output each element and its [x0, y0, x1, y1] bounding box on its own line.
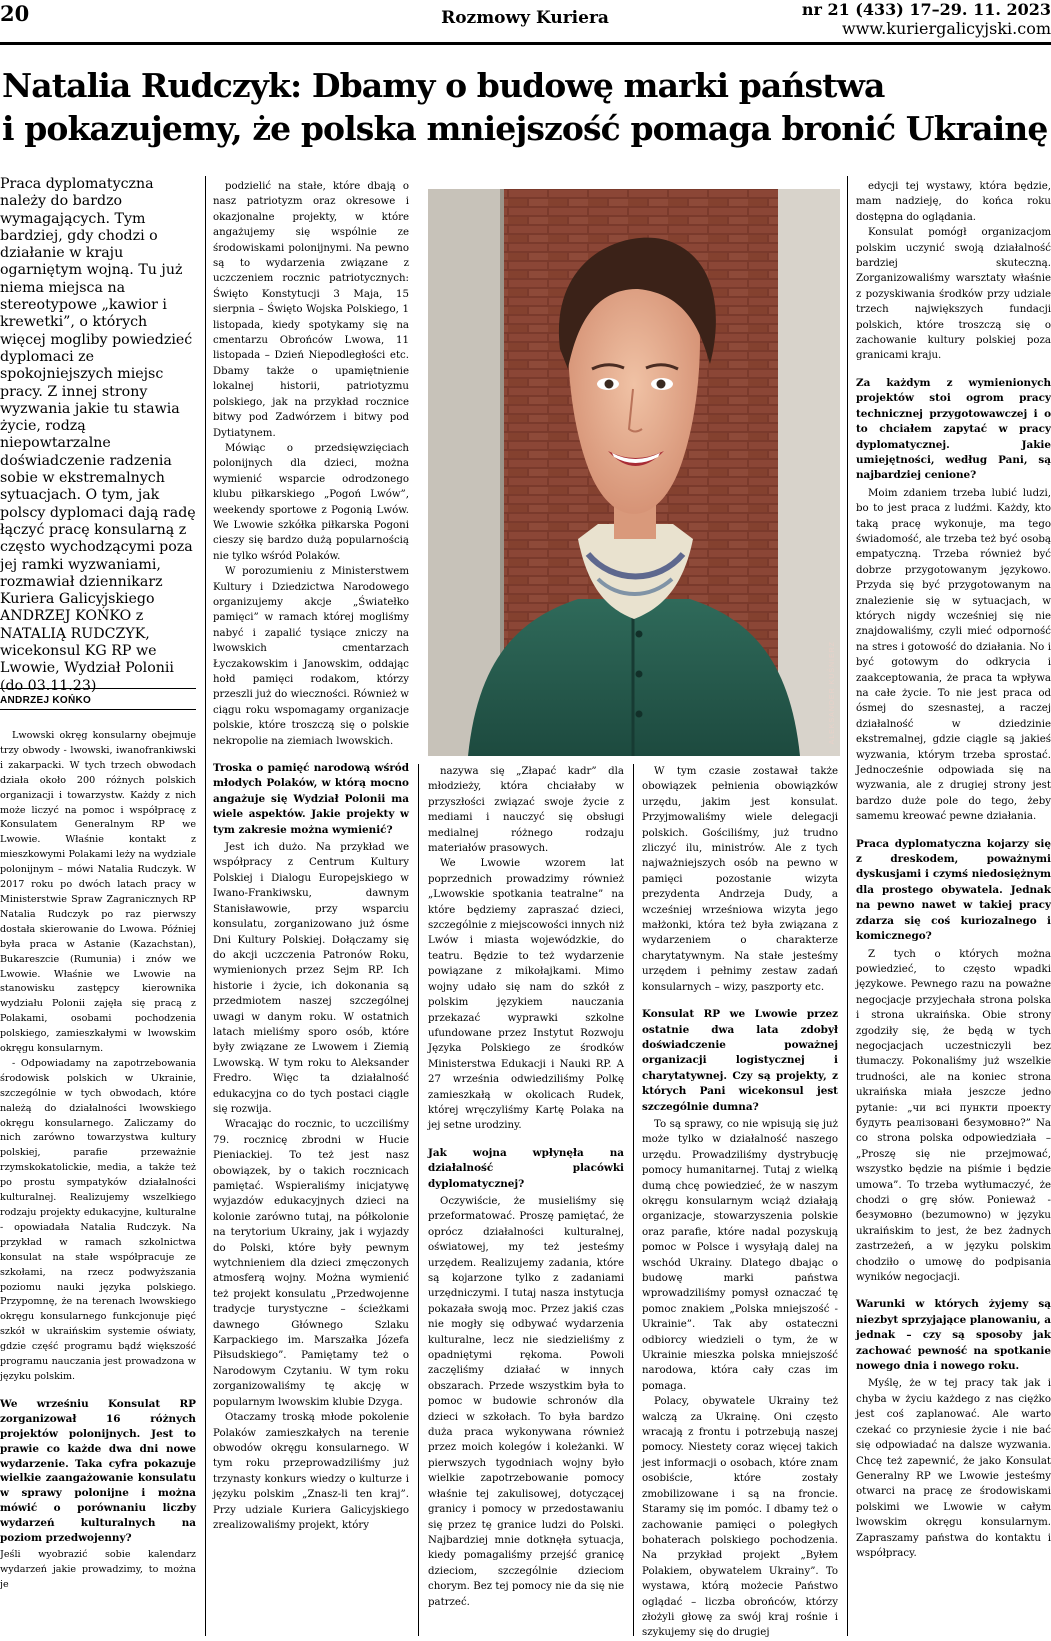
body-paragraph: edycji tej wystawy, która będzie, mam nadzieję, do końca roku dostępna do oglądania.	[856, 181, 1051, 223]
header-rule	[0, 42, 1051, 45]
interview-question: We wrześniu Konsulat RP zorganizował 16 różnych projektów polonijnych. Jest to prawie co każde dwa dni nowe wydarzenie. Taka cyfra pokazuje wielkie zaangażowanie konsulatu w sprawy polonijne i można mówić o porównaniu liczby wydarzeń kulturalnych na poziom przedwojenny?	[0, 1397, 196, 1545]
body-paragraph: Otaczamy troską młode pokolenie Polaków zamieszkałych na terenie obwodów okręgu konsularnego. W tym roku przeprowadziliśmy już trzynasty konkurs wiedzy o kulturze i języku polskim „Znasz-li ten kraj”. Przy udziale Kuriera Galicyjskiego zrealizowaliśmy projekt, który	[213, 1412, 409, 1531]
body-paragraph: We Lwowie wzorem lat poprzednich prowadzimy również „Lwowskie spotkania teatralne” na które będziemy zapraszać dzieci, szczególnie z miejscowości innych niż Lwów i miasta wojewódzkie, do teatru. Będzie to też wydarzenie powiązane z mikołajkami. Mimo wojny udało się nam do szkół z polskim językiem nauczania przekazać wyprawki szkolne ufundowane przez Instytut Rozwoju Języka Polskiego ze środków Ministerstwa Edukacji i Nauki RP. A 27 września odwiedziliśmy Polkę zamieszkałą w okolicach Rudek, której wręczyliśmy Kartę Polaka na jej setne urodziny.	[428, 858, 624, 1132]
body-paragraph: Lwowski okręg konsularny obejmuje trzy obwody - lwowski, iwanofrankiwski i zakarpacki. W tych trzech obwodach działa około 200 różnych polskich organizacji i towarzystw. Każdy z nich może liczyć na pomoc i współpracę z Konsulatem Generalnym RP we Lwowie. Właśnie kontakt z mieszkowymi Polakami leży na wydziale polonijnym – mówi Natalia Rudczyk. W 2017 roku po dwóch latach pracy w Ministerstwie Spraw Zagranicznych RP Natalia Rudczyk po raz pierwszy dostała skierowanie do Lwowa. Później była praca w Astanie (Kazachstan), Bukareszcie (Rumunia) i znów we Lwowie. Właśnie we Lwowie na stanowisku zastępcy kierownika wydziału Polonii zajęła się pracą z Polakami, osobami pochodzenia polskiego, zamieszkałymi w lwowskim okręgu konsularnym.	[0, 730, 196, 1055]
col3-paragraphs-b	[428, 1194, 624, 1610]
article-column-1	[0, 729, 196, 1636]
article-column-4	[642, 764, 838, 1639]
portrait-illustration	[428, 189, 840, 756]
body-paragraph: Moim zdaniem trzeba lubić ludzi, bo to jest praca z ludźmi. Każdy, kto taką pracę wykonuje, ma tego świadomość, ale trzeba też być osobą empatyczną. Trzeba również być dobrze przygotowanym językowo. Przyda się być przygotowanym na znalezienie się w sytuacjach, w których nigdy wcześniej się nie znajdowaliśmy, czyli mieć odporność na stres i gotowość do działania. No i być gotowym do odkrycia i zaakceptowania, że praca ta wpływa na całe życie. To nie jest praca od ósmej do szesnastej, a raczej działalność w dziedzinie ekstremalnej, gdzie ciągle są jakieś wyzwania, którym trzeba sprostać. Jednocześnie odpowiada się na wyzwania, ale z drugiej strony jest bardzo duże pole do tego, żeby samemu kreować pewne działania.	[856, 487, 1051, 823]
body-paragraph: Z tych o których można powiedzieć, to często wpadki językowe. Pewnego razu na poważne negocjacje przyjechała strona polska i strona ukraińska. Obie strony zgodziły się, że będą w tych negocjacjach uczestniczyli bez tłumaczy. Pokonaliśmy już wszelkie trudności, ale na koniec strona ukraińska miała jeszcze jedno pytanie: „чи всі пункти проекту будуть реалізовані безумовно?” Na co strona polska odpowiedziała – „Proszę się nie przejmować, wszystko będzie na piśmie i będzie umowa”. To trzeba wytłumaczyć, że chodzi o grę słów. Ponieważ - безумовно (bezumowno) w języku ukraińskim to jest, że bez żadnych zastrzeżeń, a w języku polskim chodziło o umowę do podpisania wyników negocjacji.	[856, 948, 1051, 1284]
headline-line-2: i pokazujemy, że polska mniejszość pomaga bronić Ukrainę	[2, 109, 1048, 148]
section-title: Rozmowy Kuriera	[441, 8, 609, 28]
column-divider	[847, 176, 848, 1636]
author-byline: ANDRZEJ KOŃKO	[0, 688, 196, 710]
article-column-2	[213, 179, 409, 1636]
col3-paragraphs-a	[428, 764, 624, 1134]
body-paragraph: To są sprawy, co nie wpisują się już może tylko w działalność naszego urzędu. Prowadziliśmy dystrybucję pomocy humanitarnej. Tutaj z wielką dumą chcę powiedzieć, że w naszym okręgu konsularnym wciąż działają organizacje, stowarzyszenia polskie oraz parafie, które nadal pozyskują pomoc w Polsce i wysyłają dalej na wschód Ukrainy. Dlatego dbając o budowę marki państwa wprowadziliśmy pomysł oznaczać tę pomoc znakiem „Polska mniejszość - Ukrainie”. Tak aby ostateczni odbiorcy wiedzieli o tym, że w Ukrainie mieszka polska mniejszość narodowa, która cały czas im pomaga.	[642, 1118, 838, 1392]
interview-question: Troska o pamięć narodową wśród młodych Polaków, w którą mocno angażuje się Wydział Polonii ma wiele aspektów. Jakie projekty w tym zakresie można wymienić?	[213, 762, 409, 836]
col5-paragraphs-a	[856, 179, 1051, 364]
column-divider	[633, 764, 634, 1636]
interview-question: Warunki w których żyjemy są niezbyt sprzyjające planowaniu, a jednak – czy są sposoby jak zachować pewność na spotkanie nowego dnia i nowego roku.	[856, 1298, 1051, 1373]
col2-paragraphs-a	[213, 179, 409, 749]
body-paragraph: Oczywiście, że musieliśmy się przeformatować. Proszę pamiętać, że oprócz działalności kulturalnej, oświatowej, my też jesteśmy urzędem. Realizujemy zadania, które są kojarzone tylko z zadaniami urzędniczymi. I tutaj nasza instytucja pokazała swoją moc. Przez jakiś czas nie mogły się odbywać wydarzenia kulturalne, lecz nie siedzieliśmy z opadniętymi rękoma. Powoli zaczęliśmy działać w innych obszarach. Przede wszystkim była to pomoc w budowie schronów dla dzieci w szkołach. To była bardzo duża praca wykonywana również przez moich kolegów i koleżanki. W pierwszych tygodniach wojny było wielkie zapotrzebowanie pomocy właśnie tej zakulisowej, dotyczącej granicy i pomocy w przedostawaniu się przez tę granice ludzi do Polski. Najbardziej mnie dotknęła sytuacja, kiedy pomagaliśmy przejść granicę dzieciom, szczególnie dzieciom chorym. Bez tej pomocy nie da się nie patrzeć.	[428, 1195, 624, 1608]
headline-line-1: Natalia Rudczyk: Dbamy o budowę marki państwa	[2, 66, 885, 105]
body-paragraph: Myślę, że w tej pracy tak jak i chyba w życiu każdego z nas ciężko jest coś zaplanować. Ale warto czekać co przyniesie życie i nie bać się odpowiadać na dalsze wyzwania. Chcę też zapewnić, że jako Konsulat Generalny RP we Lwowie jesteśmy otwarci na pracę ze środowiskami polskimi we Lwowie w całym lwowskim okręgu konsularnym. Zapraszamy państwa do kontaktu i współpracy.	[856, 1378, 1051, 1559]
issue-info	[802, 0, 1051, 38]
photo-credit: ALEKSANDER KUŚNIERZ	[829, 640, 836, 744]
col1-paragraphs	[0, 729, 196, 1385]
body-paragraph: - Odpowiadamy na zapotrzebowania środowisk polskich w Ukrainie, szczególnie w tych obwodach, które należą do działalności lwowskiego okręgu konsularnego. Zaliczamy do nich zarówno towarzystwa kultury polskiej, parafie przeważnie rzymskokatolickie, media, a także też po prostu sympatyków działalności kulturalnej. Realizujemy wszelkiego rodzaju projekty edukacyjne, kulturalne - opowiadała Natalia Rudczyk. Na przykład w ramach szkolnictwa konsulat na stałe współpracuje ze szkołami, na rzecz podwyższania poziomu nauki języka polskiego. Przypomnę, że na terenach lwowskiego okręgu konsularnego funkcjonuje pięć szkół w ukraińskim systemie oświaty, gdzie część programu bądź większość programu nauczania jest prowadzona w języku polskim.	[0, 1057, 196, 1382]
interview-question: Jak wojna wpłynęła na działalność placówki dyplomatycznej?	[428, 1146, 624, 1190]
col2-paragraphs-b	[213, 840, 409, 1533]
body-paragraph: Jest ich dużo. Na przykład we współpracy z Centrum Kultury Polskiej i Dialogu Europejskiego w Iwano-Frankiwsku, dawnym Stanisławowie, przy wsparciu konsulatu, zorganizowano już ósme Dni Kultury Polskiej. Dołączamy się do akcji uczczenia Patronów Roku, wymienionych przez Sejm RP. Ich historie i życie, ich dokonania są przedmiotem naszej szczególnej uwagi w danym roku. W ostatnich latach mieliśmy sporo osób, które były związane ze Lwowem i Ziemią Lwowską. W tym roku to Aleksander Fredro. Więc ta działalność edukacyjna co do tych postaci ciągle się rozwija.	[213, 842, 409, 1115]
body-paragraph: Polacy, obywatele Ukrainy też walczą za Ukrainę. Oni często wracają z frontu i potrzebują naszej pomocy. Niestety coraz więcej takich jest informacji o osobach, które znam osobiście, które zostały zmobilizowane i są na froncie. Staramy się im pomóc. I dbamy też o zachowanie pamięci o poległych bohaterach polskiego pochodzenia. Na przykład projekt „Byłem Polakiem, obywatelem Ukrainy”. To wystawa, którą możecie Państwo oglądać – liczba obrońców, którzy złożyli głowę za swój kraj rośnie i szykujemy się do drugiej	[642, 1396, 838, 1639]
col4-paragraphs-a	[642, 764, 838, 995]
article-column-5	[856, 179, 1051, 1636]
article-headline	[2, 64, 1051, 150]
col4-paragraphs-b	[642, 1117, 838, 1641]
portrait-photo	[428, 189, 840, 756]
body-paragraph: Konsulat pomógł organizacjom polskim uczynić swoją działalność bardziej skuteczną. Zorganizowaliśmy warsztaty właśnie z pozyskiwania środków przy udziale trzech największych fundacji polskich, które troszczą się o zachowanie kultury polskiej poza granicami kraju.	[856, 227, 1051, 362]
interview-question: Konsulat RP we Lwowie przez ostatnie dwa lata zdobył doświadczenie poważnej organizacji logistycznej i charytatywnej. Czy są projekty, z których Pani wicekonsul jest szczególnie dumna?	[642, 1008, 838, 1113]
body-paragraph: nazywa się „Złapać kadr” dla młodzieży, która chciałaby w przyszłości związać swoje życie z mediami i nauczyć się obsługi medialnej różnego rodzaju materiałów prasowych.	[428, 766, 624, 855]
interview-question: Praca dyplomatyczna kojarzy się z dreskodem, poważnymi dyskusjami i czymś niedosiężnym dla prostego obywatela. Jednak na pewno nawet w takiej pracy zdarza się coś kuriozalnego i komicznego?	[856, 837, 1051, 943]
col5-paragraphs-c	[856, 947, 1051, 1286]
col5-paragraphs-d	[856, 1376, 1051, 1561]
interview-answer: Jeśli wyobrazić sobie kalendarz wydarzeń jakie prowadzimy, to można je	[0, 1548, 196, 1590]
body-paragraph: W tym czasie zostawał także obowiązek pełnienia obowiązków urzędu, jakim jest konsulat. Przyjmowaliśmy wiele delegacji polskich. Gościliśmy, już trudno zliczyć ilu, ministrów. Ale z tych najważniejszych osób na pewno w pamięci pozostanie wizyta prezydenta Andrzeja Dudy, a wcześniej wrześniowa wizyta jego małżonki, która też była związana z wydarzeniem o charakterze charytatywnym. Na stałe jesteśmy urzędem i pełnimy zestaw zadań konsularnych – wizy, paszporty etc.	[642, 766, 838, 993]
website-link[interactable]: www.kuriergalicyjski.com	[841, 19, 1051, 38]
article-column-3	[428, 764, 624, 1636]
article-lede: Praca dyplomatyczna należy do bardzo wymagających. Tym bardziej, gdy chodzi o działanie w kraju ogarniętym wojną. Tu już niema miejsca na stereotypowe „kawior i krewetki”, o których więcej mogliby powiedzieć dyplomaci ze spokojniejszych miejsc pracy. Z innej strony wyzwania jakie tu stawia życie, rodzą niepowtarzalne doświadczenie radzenia sobie w ekstremalnych sytuacjach. O tym, jak polscy dyplomaci dają radę łączyć pracę konsularną z często wychodzącymi poza jej ramki wyzwaniami, rozmawiał dziennikarz Kuriera Galicyjskiego ANDRZEJ KOŃKO z NATALIĄ RUDCZYK, wicekonsul KG RP we Lwowie, Wydział Polonii (do 03.11.23)	[0, 176, 196, 694]
col5-paragraphs-b	[856, 486, 1051, 825]
column-divider	[205, 176, 206, 1636]
interview-question: Za każdym z wymienionych projektów stoi ogrom pracy technicznej przygotowawczej i o to chciałem zapytać w pracy dyplomatycznej. Jakie umiejętności, według Pani, są najbardziej cenione?	[856, 376, 1051, 482]
body-paragraph: Mówiąc o przedsięwzięciach polonijnych dla dzieci, można wymienić wsparcie odrodzonego klubu piłkarskiego „Pogoń Lwów”, weekendy sportowe z Pogonią Lwów. We Lwowie szkółka piłkarska Pogoni cieszy się bardzo dużą popularnością nie tylko wśród Polaków.	[213, 442, 409, 562]
page-number: 20	[0, 1, 30, 26]
page-header	[0, 0, 1051, 44]
column-divider	[418, 764, 419, 1636]
issue-number: nr 21 (433) 17–29. 11. 2023	[801, 0, 1051, 19]
body-paragraph: W porozumieniu z Ministerstwem Kultury i Dziedzictwa Narodowego organizujemy akcje „Światełko pamięci” w ramach której mogliśmy nabyć i zapalić tysiące zniczy na lwowskich cmentarzach Łyczakowskim i Janowskim, oddając hołd pamięci rodakom, którzy przeszli już do wieczności. Również w ciągu roku wspomagamy organizacje polskie, które troszczą się o polskie nekropolie na ziemiach lwowskich.	[213, 566, 409, 747]
body-paragraph: podzielić na stałe, które dbają o nasz patriotyzm oraz okresowe i okazjonalne projekty, w które angażujemy się wspólnie ze środowiskami polonijnymi. Na pewno są to wydarzenia związane z uczczeniem rocznic patriotycznych: Święto Konstytucji 3 Maja, 15 sierpnia – Święto Wojska Polskiego, 1 listopada, kiedy spotykamy się na cmentarzu Obrońców Lwowa, 11 listopada – Dzień Niepodległości etc. Dbamy także o upamiętnienie lokalnej historii, patriotyzmu polskiego, jak na przykład rocznice bitwy pod Zadwórzem i bitwy pod Dytiatynem.	[213, 181, 409, 439]
body-paragraph: Wracając do rocznic, to uczciliśmy 79. rocznicę zbrodni w Hucie Pieniackiej. To też jest nasz obowiązek, by o takich rocznicach pamiętać. Wspieraliśmy inicjatywę wyjazdów edukacyjnych dzieci na kolonie zarówno tutaj, na półkolonie na terytorium Ukrainy, jak i wyjazdy do Polski, które były pewnym wytchnieniem dla dzieci zmęczonych atmosferą wojny. Można wymienić też projekt konsulatu „Przedwojenne tradycje turystyczne – ścieżkami dawnego Głównego Szlaku Karpackiego im. Marszałka Józefa Piłsudskiego”. Pamiętamy też o Narodowym Czytaniu. W tym roku zorganizowaliśmy tę akcję w popularnym lwowskim klubie Dzyga.	[213, 1119, 409, 1408]
